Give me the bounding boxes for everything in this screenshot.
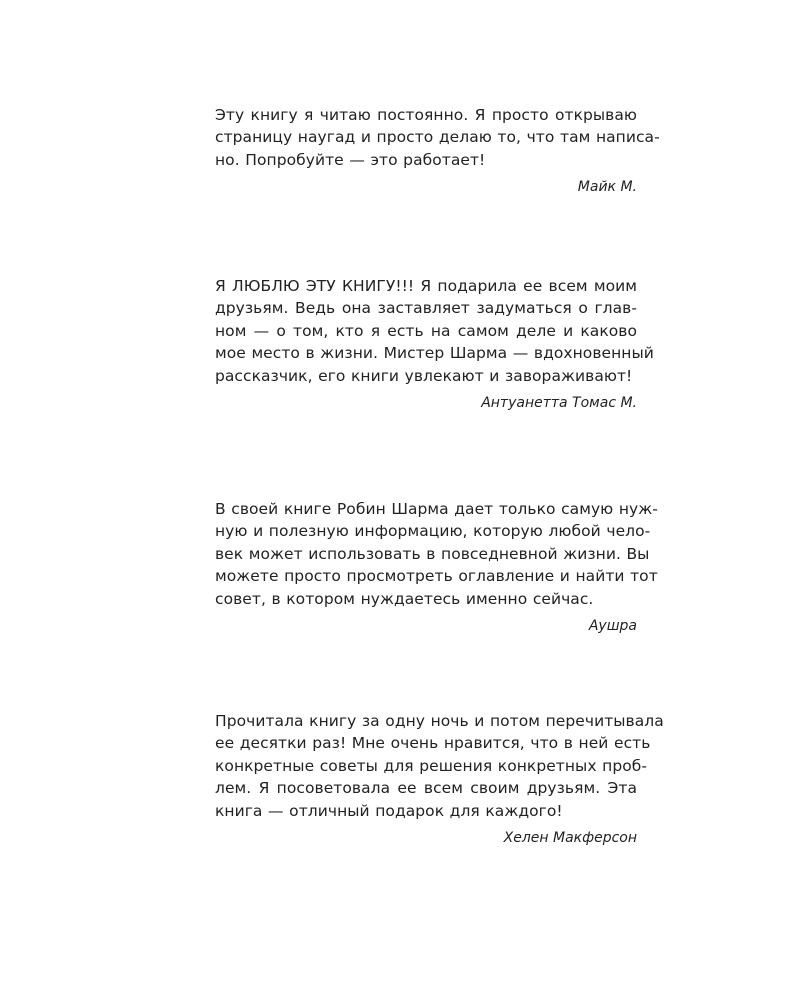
review-line: ее десятки раз! Мне очень нравится, что в ней есть (215, 734, 651, 753)
review-block (215, 104, 660, 197)
review-line: ную и полезную информацию, которую любой чело- (215, 522, 651, 541)
review-line: лем. Я посоветовала ее всем своим друзьям. Эта (215, 779, 637, 798)
review-line: мое место в жизни. Мистер Шарма — вдохновенный (215, 344, 654, 363)
review-line: Прочитала книгу за одну ночь и потом перечитывала (215, 712, 664, 730)
review-author: Хелен Макферсон (503, 830, 637, 847)
review-author: Майк М. (577, 179, 637, 196)
review-line: но. Попробуйте — это работает! (215, 150, 486, 169)
review-text (215, 104, 660, 171)
review-line: друзьям. Ведь она заставляет задуматься о глав- (215, 299, 637, 318)
review-line: рассказчик, его книги увлекают и завораживают! (215, 366, 633, 385)
review-line: конкретные советы для решения конкретных проб- (215, 756, 648, 775)
review-line: книга — отличный подарок для каждого! (215, 801, 563, 820)
review-line: В своей книге Робин Шарма дает только самую нуж- (215, 500, 658, 518)
review-block (215, 275, 654, 413)
review-line: можете просто просмотреть оглавление и найти тот (215, 567, 658, 586)
review-line: ном — о том, кто я есть на самом деле и каково (215, 321, 637, 340)
review-line: страницу наугад и просто делаю то, что там написа- (215, 128, 660, 147)
review-line: Эту книгу я читаю постоянно. Я просто открываю (215, 106, 637, 124)
review-line: век может использовать в повседневной жизни. Вы (215, 544, 650, 563)
review-text (215, 710, 664, 822)
review-text (215, 498, 658, 610)
review-block (215, 710, 664, 848)
review-line: Я ЛЮБЛЮ ЭТУ КНИГУ!!! Я подарила ее всем моим (215, 277, 637, 295)
review-author: Аушра (588, 618, 637, 635)
review-block (215, 498, 658, 636)
review-text (215, 275, 654, 387)
review-author: Антуанетта Томас М. (481, 395, 637, 412)
review-line: совет, в котором нуждаетесь именно сейчас. (215, 589, 594, 608)
